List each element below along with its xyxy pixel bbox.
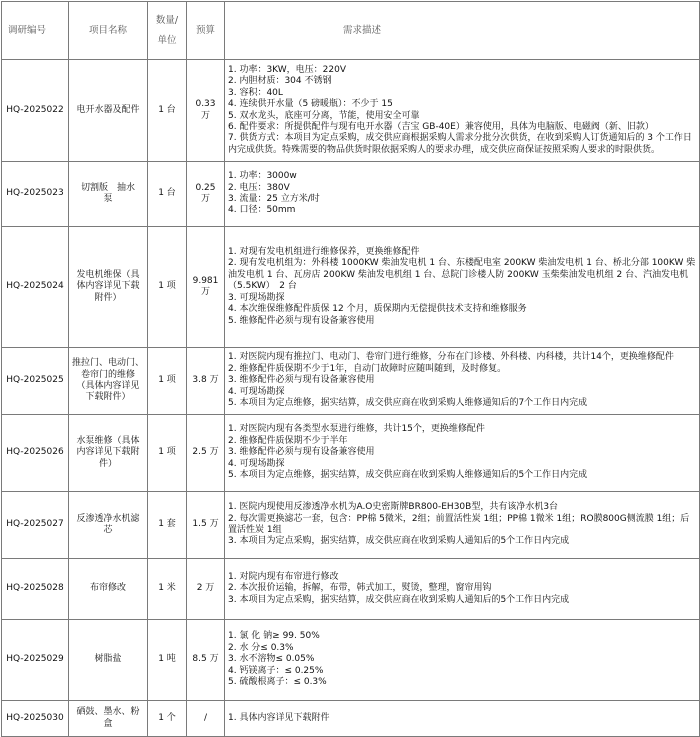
row-name [69, 348, 148, 415]
header-name: 项目名称 [69, 2, 148, 60]
description-line: 4. 可现场勘探 [228, 458, 285, 469]
row-name-line: 附件） [94, 292, 122, 303]
row-code: HQ-2025028 [2, 559, 69, 620]
row-description [225, 162, 700, 227]
table-row [2, 559, 700, 620]
description-line: 3. 本项目为定点采购，据实结算，成交供应商在收到采购人通知后的5个工作日内完成 [228, 594, 570, 605]
description-line: 1. 功率：3000w [228, 171, 297, 182]
row-name-line: 内容详见下载附 [76, 447, 140, 458]
row-name-line: 电开水器及配件 [76, 104, 140, 115]
header-desc: 需求描述 [225, 2, 700, 60]
description-line: 2. 每次需更换滤芯一套，包含：PP棉 5微米，2组；前置活性炭 1组；PP棉 1微米 1组；RO膜800G侧流膜 1组；后置活性炭 1组 [228, 513, 690, 535]
table-row [2, 492, 700, 559]
row-name [69, 415, 148, 492]
row-name [69, 60, 148, 162]
row-qty: 1 项 [148, 227, 187, 348]
description-line: 2. 内胆材质：304 不锈钢 [228, 76, 332, 87]
row-name-line: 件） [98, 458, 117, 469]
row-budget: / [187, 701, 225, 737]
description-line: 1. 功率：3KW，电压：220V [228, 64, 346, 75]
row-name-line: 发电机维保（具 [76, 269, 140, 280]
description-line: 4. 口径：50mm [228, 205, 296, 216]
row-description [225, 348, 700, 415]
table-row [2, 415, 700, 492]
row-qty: 1 套 [148, 492, 187, 559]
description-line: 1. 对院内现有布帘进行修改 [228, 571, 339, 582]
row-name [69, 162, 148, 227]
table-row [2, 60, 700, 162]
row-description [225, 620, 700, 701]
description-line: 3. 本项目为定点采购，据实结算，成交供应商在收到采购人通知后的5个工作日内完成 [228, 536, 570, 547]
row-name-line: （具体内容详见 [76, 381, 140, 391]
row-qty: 1 吨 [148, 620, 187, 701]
description-line: 3. 水不溶物≤ 0.05% [228, 654, 315, 665]
row-budget: 9.981 万 [187, 227, 225, 348]
row-qty: 1 台 [148, 60, 187, 162]
description-line: 5. 维修配件必须与现有设备兼容使用 [228, 315, 375, 326]
row-budget: 0.33 万 [187, 60, 225, 162]
description-line: 1. 氯 化 钠≥ 99. 50% [228, 631, 320, 642]
row-code: HQ-2025026 [2, 415, 69, 492]
row-qty: 1 台 [148, 162, 187, 227]
row-code: HQ-2025027 [2, 492, 69, 559]
row-name [69, 701, 148, 737]
table-row [2, 701, 700, 737]
description-line: 2. 电压：380V [228, 182, 290, 193]
row-name-line: 布帘修改 [89, 583, 126, 594]
row-name-line: 树脂盐 [94, 654, 122, 665]
row-description [225, 60, 700, 162]
description-line: 1. 对现有发电机组进行维修保养，更换维修配件 [228, 247, 420, 258]
table-row [2, 348, 700, 415]
description-line: 4. 钙镁离子：≤ 0.25% [228, 665, 324, 676]
description-line: 4. 连续供开水量（5 磅暖瓶）：不少于 15 [228, 99, 393, 110]
row-description [225, 415, 700, 492]
header-row [2, 2, 700, 60]
description-line: 5. 硫酸根离子：≤ 0.3% [228, 677, 327, 688]
row-description [225, 492, 700, 559]
row-name-line: 反渗透净水机滤 [76, 513, 140, 524]
row-name-line: 切割版 抽水 [80, 182, 135, 193]
row-description [225, 701, 700, 737]
requirements-table [1, 1, 700, 737]
row-qty: 1 项 [148, 415, 187, 492]
row-name-line: 芯 [103, 525, 113, 535]
table-row [2, 162, 700, 227]
description-line: 4. 本次维保维修配件质保 12 个月，质保期内无偿提供技术支持和维修服务 [228, 304, 527, 315]
header-qty-unit [148, 2, 187, 60]
row-code: HQ-2025025 [2, 348, 69, 415]
description-line: 2. 本次报价运输，拆解，布带，韩式加工，熨烫，整理，窗帘用钩 [228, 583, 492, 594]
row-name-line: 盒 [103, 718, 113, 729]
row-name [69, 227, 148, 348]
description-line: 3. 可现场勘探 [228, 292, 285, 303]
header-unit: 单位 [157, 34, 177, 46]
table-row [2, 620, 700, 701]
description-line: 2. 维修配件质保期不少于半年 [228, 435, 348, 446]
description-line: 4. 可现场勘探 [228, 386, 285, 397]
header-budget: 预算 [187, 2, 225, 60]
header-qty: 数量/ [155, 15, 179, 27]
description-line: 1. 具体内容详见下载附件 [228, 712, 330, 723]
row-name-line: 体内容详见下载 [76, 281, 140, 292]
description-line: 1. 对医院内现有推拉门、电动门、卷帘门进行维修，分布在门诊楼、外科楼、内科楼，共计14个，更换维修配件 [228, 352, 674, 363]
row-name-line: 水泵维修（具体 [76, 435, 140, 446]
row-qty: 1 项 [148, 348, 187, 415]
row-budget: 2.5 万 [187, 415, 225, 492]
description-line: 5. 双水龙头，底座可分离，节能，使用安全可靠 [228, 110, 420, 121]
row-name-line: 卷帘门的维修 [80, 369, 135, 380]
description-line: 2. 现有发电机组为：外科楼 1000KW 柴油发电机 1 台、东楼配电室 200KW 柴油发电机 1 台、桥北分部 100KW 柴油发电机 1 台、瓦房店 200KW 柴油发电机组 1 台、总院门诊楼人防 200KW 玉柴柴油发电机组 2 台、汽油发电机（5.5KW） 2 台 [228, 258, 696, 292]
row-qty: 1 个 [148, 701, 187, 737]
row-description [225, 559, 700, 620]
row-budget: 8.5 万 [187, 620, 225, 701]
row-name-line: 推拉门、电动门、 [72, 358, 145, 369]
description-line: 3. 流量：25 立方米/时 [228, 194, 320, 204]
description-line: 6. 配件要求：所提供配件与现有电开水器（吉宝 GB-40E）兼容使用，具体为电脑版、电磁阀（新、旧款） [228, 121, 654, 132]
row-budget: 0.25 万 [187, 162, 225, 227]
row-name [69, 492, 148, 559]
row-name [69, 620, 148, 701]
row-code: HQ-2025030 [2, 701, 69, 737]
row-qty: 1 米 [148, 559, 187, 620]
row-name-line: 泵 [103, 194, 113, 204]
description-line: 5. 本项目为定点维修，据实结算，成交供应商在收到采购人维修通知后的7个工作日内完成 [228, 398, 588, 409]
description-line: 2. 维修配件质保期不少于1年，自动门故障时应随叫随到，及时修复。 [228, 363, 507, 374]
row-budget: 3.8 万 [187, 348, 225, 415]
description-line: 7. 供货方式：本项目为定点采购，成交供应商根据采购人需求分批分次供货，在收到采购人订货通知后的 3 个工作日内完成供货。特殊需要的物品供货时限依据采购人的要求办理，成交供应商保证按照采购人要求的时限供货。 [228, 133, 692, 155]
description-line: 3. 维修配件必须与现有设备兼容使用 [228, 447, 375, 458]
row-name-line: 下载附件） [85, 392, 131, 403]
row-name [69, 559, 148, 620]
description-line: 3. 维修配件必须与现有设备兼容使用 [228, 375, 375, 386]
description-line: 1. 医院内现使用反渗透净水机为A.O史密斯牌BR800-EH30B型，共有该净水机3台 [228, 502, 559, 513]
header-code: 调研编号 [2, 2, 69, 60]
row-code: HQ-2025029 [2, 620, 69, 701]
row-description [225, 227, 700, 348]
row-budget: 1.5 万 [187, 492, 225, 559]
row-name-line: 硒鼓、墨水、粉 [76, 707, 140, 718]
row-code: HQ-2025024 [2, 227, 69, 348]
row-code: HQ-2025022 [2, 60, 69, 162]
description-line: 5. 本项目为定点维修，据实结算，成交供应商在收到采购人维修通知后的5个工作日内完成 [228, 470, 588, 481]
table-row [2, 227, 700, 348]
row-code: HQ-2025023 [2, 162, 69, 227]
description-line: 1. 对医院内现有各类型水泵进行维修，共计15个，更换维修配件 [228, 424, 485, 435]
description-line: 2. 水 分≤ 0.3% [228, 642, 294, 653]
row-budget: 2 万 [187, 559, 225, 620]
description-line: 3. 容积：40L [228, 87, 283, 98]
